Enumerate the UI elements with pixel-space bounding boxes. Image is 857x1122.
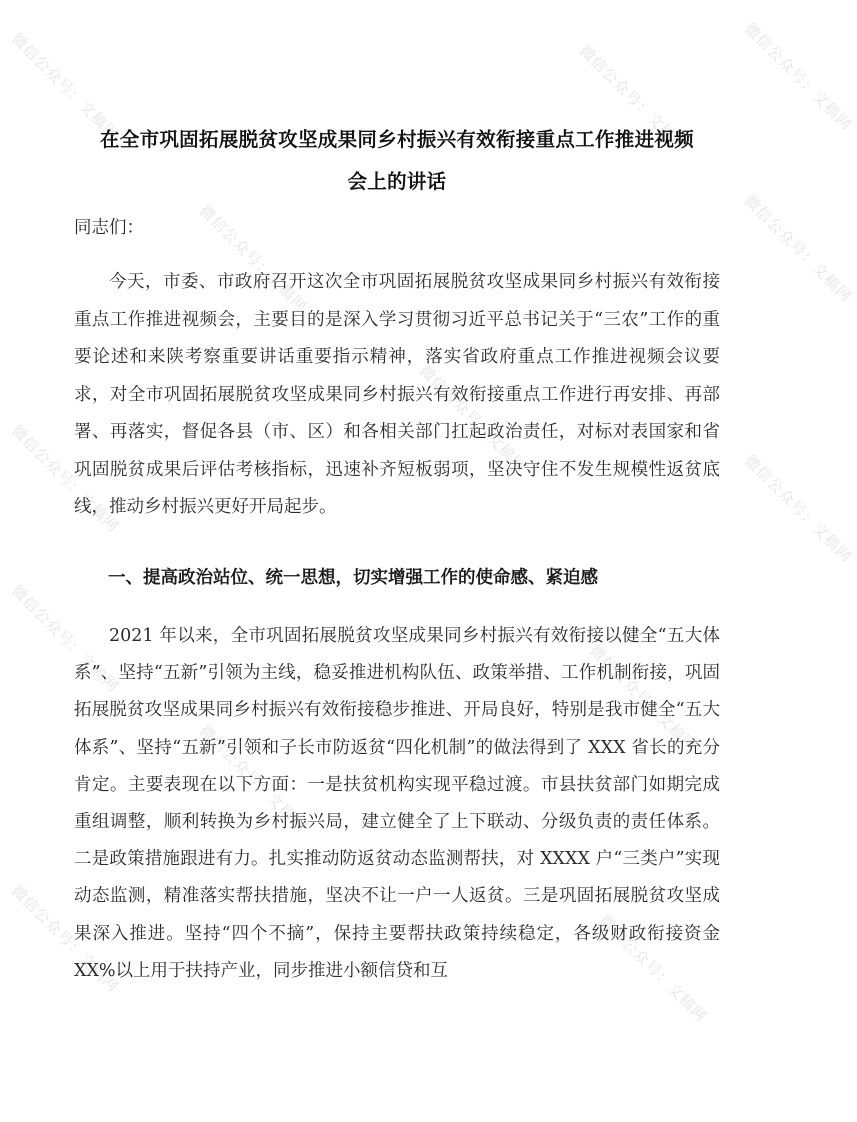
watermark: 微信公众号：文稿网 [585,641,701,756]
watermark: 微信公众号：文稿网 [7,881,123,996]
watermark: 微信公众号：文稿网 [740,19,856,134]
watermark: 微信公众号：文稿网 [7,29,123,144]
watermark: 微信公众号：文稿网 [415,361,531,476]
watermark: 微信公众号：文稿网 [595,911,711,1026]
watermark: 微信公众号：文稿网 [195,201,311,316]
watermark: 微信公众号：文稿网 [740,191,856,306]
title-line-2: 会上的讲话 [347,170,447,193]
greeting: 同志们： [74,218,144,238]
watermark: 微信公众号：文稿网 [7,581,123,696]
watermark: 微信公众号：文稿网 [7,421,123,536]
paragraph-intro: 今天，市委、市政府召开这次全市巩固拓展脱贫攻坚成果同乡村振兴有效衔接重点工作推进视频会，主要目的是深入学习贯彻习近平总书记关于“三农”工作的重要论述和来陕考察重要讲话重要指示精神，落实省政府重点工作推进视频会议要求，对全市巩固拓展脱贫攻坚成果同乡村振兴有效衔接重点工作进行再安排、再部署、再落实，督促各县（市、区）和各相关部门扛起政治责任，对标对表国家和省巩固脱贫成果后评估考核指标，迅速补齐短板弱项，坚决守住不发生规模性返贫底线，推动乡村振兴更好开局起步。 [74,272,720,517]
section-heading-1: 一、提高政治站位、统一思想，切实增强工作的使命感、紧迫感 [108,568,598,588]
watermark: 微信公众号：文稿网 [575,41,691,156]
title-line-1: 在全市巩固拓展脱贫攻坚成果同乡村振兴有效衔接重点工作推进视频 [99,128,694,151]
document-title [76,119,718,203]
watermark: 微信公众号：文稿网 [195,721,311,836]
paragraph-progress: 2021 年以来，全市巩固拓展脱贫攻坚成果同乡村振兴有效衔接以健全“五大体系”、坚持“五新”引领为主线，稳妥推进机构队伍、政策举措、工作机制衔接，巩固拓展脱贫攻坚成果同乡村振兴有效衔接稳步推进、开局良好，特别是我市健全“五大体系”、坚持“五新”引领和子长市防返贫“四化机制”的做法得到了 XXX 省长的充分肯定。主要表现在以下方面：一是扶贫机构实现平稳过渡。市县扶贫部门如期完成重组调整，顺利转换为乡村振兴局，建立健全了上下联动、分级负责的责任体系。二是政策措施跟进有力。扎实推动防返贫动态监测帮扶，对 XXXX 户“三类户”实现动态监测，精准落实帮扶措施，坚决不让一户一人返贫。三是巩固拓展脱贫攻坚成果深入推进。坚持“四个不摘”，保持主要帮扶政策持续稳定，各级财政衔接资金 XX%以上用于扶持产业，同步推进小额信贷和互 [74,626,720,981]
watermark: 微信公众号：文稿网 [740,451,856,566]
